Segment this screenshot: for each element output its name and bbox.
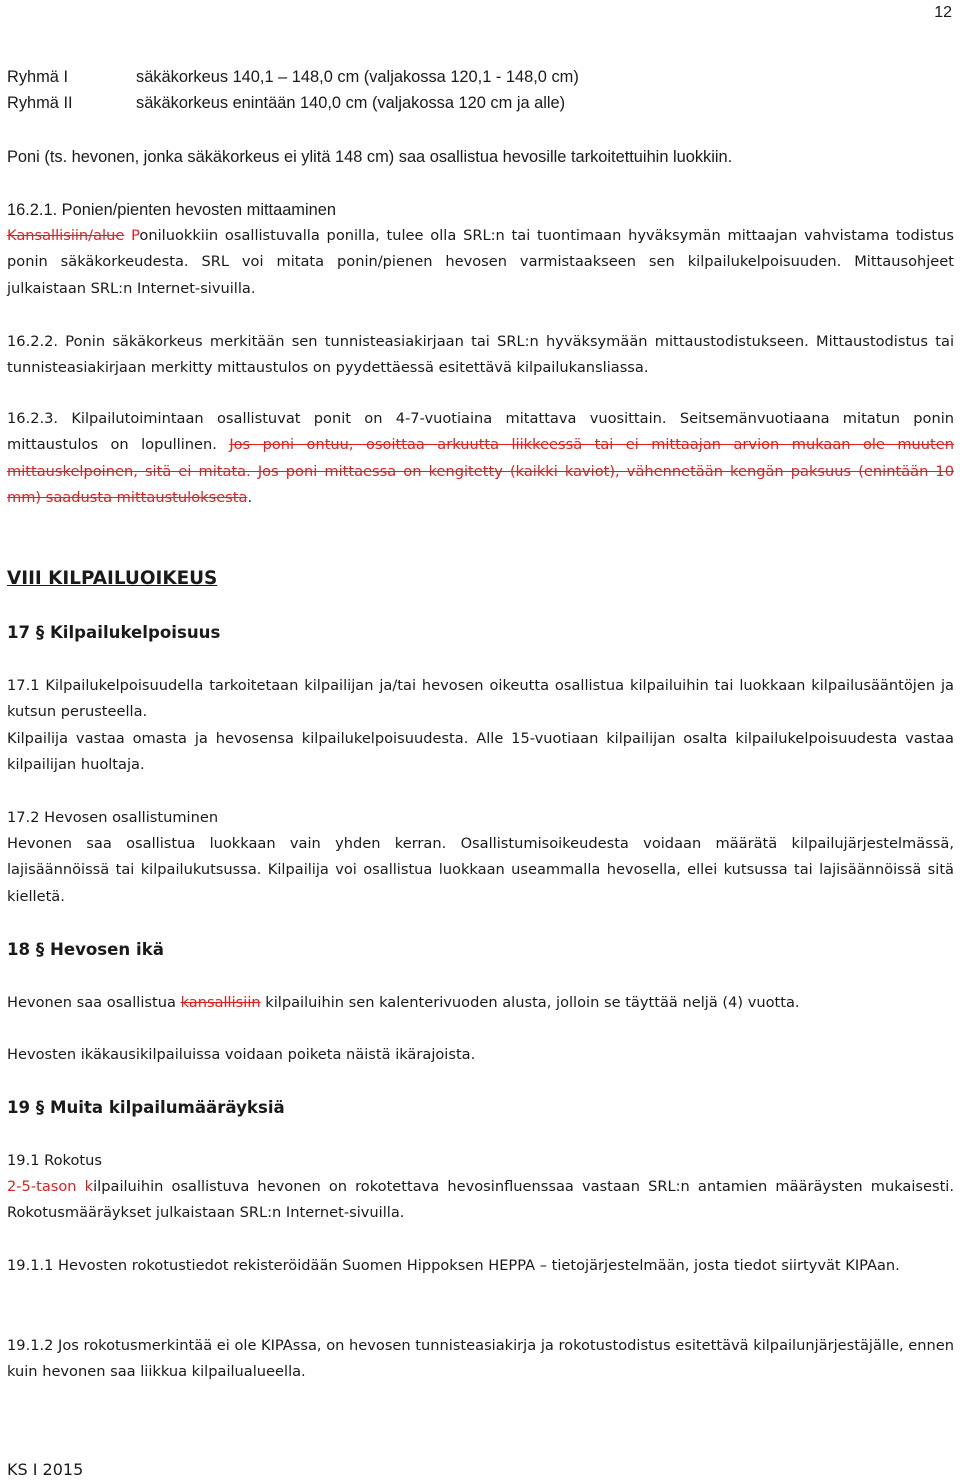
paragraph-text: kilpailuihin sen kalenterivuoden alusta, jolloin se täyttää neljä (4) vuotta. bbox=[265, 994, 800, 1011]
poni-definition: Poni (ts. hevonen, jonka säkäkorkeus ei ylitä 148 cm) saa osallistua hevosille tarkoitettuihin luokkiin. bbox=[7, 148, 733, 166]
deleted-text: Kansallisiin/alue bbox=[7, 227, 125, 244]
section-16-2-1-body bbox=[7, 223, 954, 302]
section-17-1-responsibility: Kilpailija vastaa omasta ja hevosensa kilpailukelpoisuudesta. Alle 15-vuotiaan kilpailijan osalta kilpailukelpoisuudesta vastaa kilpailijan huoltaja. bbox=[7, 730, 954, 774]
section-18-body bbox=[7, 990, 954, 1016]
section-19-1-2: 19.1.2 Jos rokotusmerkintää ei ole KIPAssa, on hevosen tunnisteasiakirja ja rokotustodistus esitettävä kilpailunjärjestäjälle, ennen kuin hevonen saa liikkua kilpailualueella. bbox=[7, 1337, 954, 1381]
section-19-1-body bbox=[7, 1174, 954, 1227]
page-number: 12 bbox=[934, 4, 952, 21]
inserted-text: P bbox=[131, 227, 140, 244]
section-18-exception: Hevosten ikäkausikilpailuissa voidaan poiketa näistä ikärajoista. bbox=[7, 1046, 476, 1063]
paragraph-end: . bbox=[247, 488, 253, 506]
section-18-title: 18 § Hevosen ikä bbox=[7, 940, 164, 959]
section-17-title: 17 § Kilpailukelpoisuus bbox=[7, 623, 221, 642]
paragraph-text: 16.2.3. Kilpailutoimintaan osallistuvat ponit on 4-7-vuotiaina mitattava vuosittain. Seitsemänvuotiaana mitatun ponin mittaustulos on lopullinen. bbox=[7, 410, 954, 454]
section-19-title: 19 § Muita kilpailumääräyksiä bbox=[7, 1098, 285, 1117]
group-label: Ryhmä II bbox=[7, 94, 73, 112]
section-17-1: 17.1 Kilpailukelpoisuudella tarkoitetaan kilpailijan ja/tai hevosen oikeutta osallistua kilpailuihin tai luokkaan kilpailusääntöjen ja kutsun perusteella. bbox=[7, 677, 954, 721]
paragraph-text: ilpailuihin osallistuva hevonen on rokotettava hevosinfluenssaa vastaan SRL:n antamien määräysten mukaisesti. Rokotusmääräykset julkaistaan SRL:n Internet-sivuilla. bbox=[7, 1178, 954, 1222]
section-19-1-1: 19.1.1 Hevosten rokotustiedot rekisteröidään Suomen Hippoksen HEPPA – tietojärjestelmään, josta tiedot siirtyvät KIPAan. bbox=[7, 1257, 900, 1274]
section-16-2-3 bbox=[7, 406, 954, 511]
paragraph-text: oniluokkiin osallistuvalla ponilla, tulee olla SRL:n tai tuontimaan hyväksymän mittaajan vahvistama todistus ponin säkäkorkeudesta. SRL voi mitata ponin/pienen hevosen varmistaakseen sen kilpailukelpoisuuden. Mittausohjeet julkaistaan SRL:n Internet-sivuilla. bbox=[7, 227, 954, 297]
section-17-2-title: 17.2 Hevosen osallistuminen bbox=[7, 809, 219, 826]
chapter-title: VIII KILPAILUOIKEUS bbox=[7, 568, 218, 589]
section-17-2-body: Hevonen saa osallistua luokkaan vain yhden kerran. Osallistumisoikeudesta voidaan määrätä kilpailujärjestelmässä, lajisäännöissä tai kilpailukutsussa. Kilpailija voi osallistua luokkaan useammalla hevosella, ellei kutsussa tai lajisäännöissä sitä kielletä. bbox=[7, 835, 954, 905]
section-19-1-title: 19.1 Rokotus bbox=[7, 1152, 102, 1169]
paragraph-text: Hevonen saa osallistua bbox=[7, 994, 176, 1011]
footer-text: KS I 2015 bbox=[7, 1460, 84, 1479]
section-16-2-2: 16.2.2. Ponin säkäkorkeus merkitään sen tunnisteasiakirjaan tai SRL:n hyväksymään mittaustodistukseen. Mittaustodistus tai tunnisteasiakirjaan merkitty mittaustulos on pyydettäessä esitettävä kilpailukansliassa. bbox=[7, 333, 954, 377]
deleted-text: kansallisiin bbox=[180, 994, 261, 1011]
section-16-2-1-title: 16.2.1. Ponien/pienten hevosten mittaaminen bbox=[7, 201, 336, 219]
deleted-text: Jos poni ontuu, osoittaa arkuutta liikkeessä tai ei mittaajan arvion mukaan ole muuten mittauskelpoinen, sitä ei mitata. Jos poni mittaessa on kengitetty (kaikki kaviot), vähennetään kengän paksuus (enintään 10 mm) saadusta mittaustuloksesta bbox=[7, 436, 955, 506]
group-text: säkäkorkeus enintään 140,0 cm (valjakossa 120 cm ja alle) bbox=[136, 94, 566, 112]
group-text: säkäkorkeus 140,1 – 148,0 cm (valjakossa 120,1 - 148,0 cm) bbox=[136, 68, 579, 86]
inserted-text: 2-5-tason k bbox=[7, 1178, 94, 1195]
group-label: Ryhmä I bbox=[7, 68, 69, 86]
